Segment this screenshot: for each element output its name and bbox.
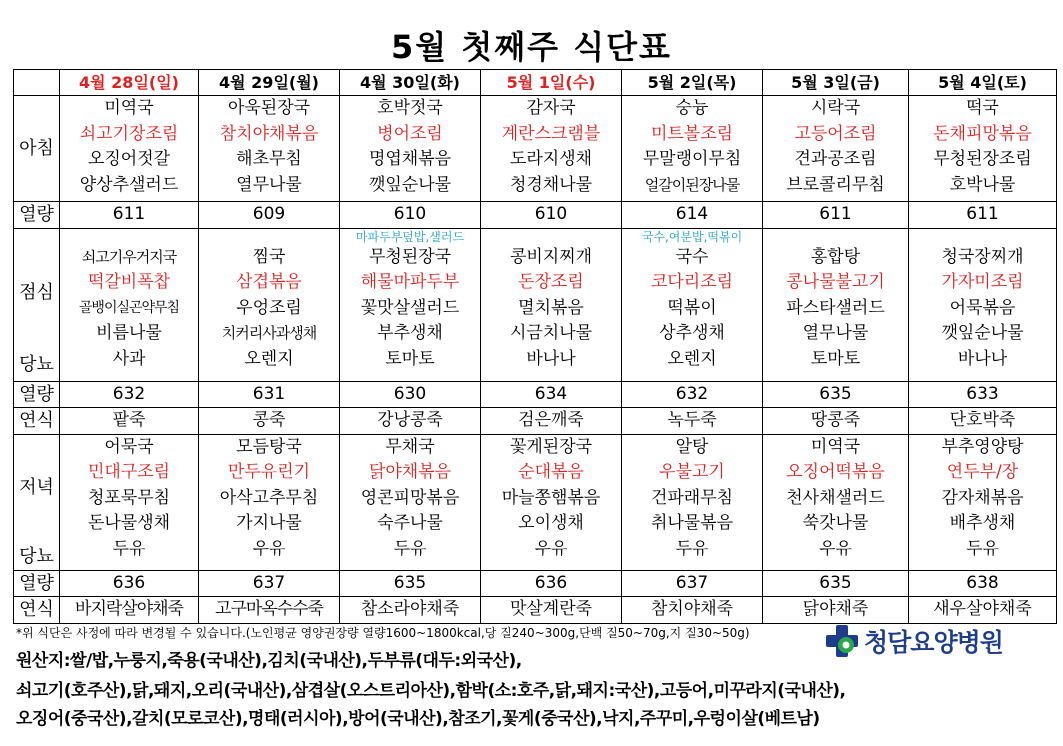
menu-item: 해물마파두부: [360, 272, 460, 292]
menu-item: 미트볼조림: [650, 123, 734, 144]
kcal-cell: 635: [340, 570, 481, 597]
corner-cell: [14, 70, 60, 96]
menu-item: 청포묵무침: [87, 487, 171, 508]
menu-item: 우유: [534, 538, 568, 559]
menu-item: 깻잎순나물: [368, 174, 452, 195]
menu-item: 영콘피망볶음: [360, 487, 460, 508]
menu-item: 호박젓국: [377, 98, 443, 118]
kcal-cell: 614: [622, 202, 763, 229]
table-row: [14, 96, 1057, 202]
menu-item: 깻잎순나물: [941, 323, 1024, 343]
menu-item: 토마토: [385, 348, 435, 369]
dinner-cell: [340, 434, 481, 570]
meal-table: [13, 69, 1057, 624]
lunch-cell: [909, 228, 1057, 381]
kcal-cell: 636: [481, 570, 622, 597]
menu-item: 얼갈이된장나물: [644, 175, 740, 194]
menu-item: 배추생채: [949, 513, 1016, 533]
day-header: 5월 1일(수): [481, 70, 622, 96]
menu-item: 미역국: [104, 98, 154, 118]
breakfast-cell: [199, 96, 340, 202]
dinner-cell: [622, 434, 763, 570]
menu-item: 우유: [819, 538, 852, 559]
menu-item: 명엽채볶음: [368, 149, 452, 169]
menu-item: 어묵국: [104, 436, 154, 457]
menu-item: 쇠고기우거지국: [81, 247, 177, 266]
menu-item: 치커리사과생채: [221, 324, 317, 342]
menu-item: 해초무침: [236, 149, 302, 169]
menu-item: 호박나물: [949, 174, 1016, 195]
porridge-cell: 단호박죽: [909, 408, 1057, 435]
kcal-cell: 633: [909, 381, 1057, 408]
porridge-label: 연식: [14, 408, 60, 435]
page-title: 5월 첫째주 식단표: [391, 28, 672, 66]
menu-item: 돈나물생채: [87, 513, 171, 533]
kcal-cell: 609: [199, 202, 340, 229]
menu-item: 감자국: [526, 98, 576, 118]
menu-item: 병어조림: [377, 123, 443, 144]
breakfast-cell: [481, 96, 622, 202]
lunch-cell: [481, 228, 622, 381]
dinner-cell: [481, 434, 622, 570]
lunch-label-text: 점심: [19, 281, 54, 303]
menu-item: 부추영양탕: [941, 436, 1024, 457]
menu-item: 계란스크램블: [501, 123, 601, 144]
kcal-cell: 637: [199, 570, 340, 597]
table-row: [14, 228, 1057, 381]
kcal-cell: 635: [763, 570, 909, 597]
day-header: 5월 4일(토): [909, 70, 1057, 96]
dinner-cell: [199, 434, 340, 570]
porridge-cell: 팥죽: [60, 408, 199, 435]
menu-item: 두유: [112, 538, 146, 559]
hospital-name: 청담요양병원: [864, 628, 1003, 657]
menu-item: 닭야채볶음: [368, 462, 452, 482]
menu-item: 가자미조림: [941, 272, 1024, 292]
menu-item: 두유: [675, 538, 709, 559]
menu-item: 아삭고추무침: [219, 487, 319, 508]
menu-item: 청국장찌개: [941, 246, 1024, 267]
lunch-cell: [60, 228, 199, 381]
menu-item: 천사채샐러드: [786, 487, 885, 508]
breakfast-cell: [60, 96, 199, 202]
kcal-cell: 631: [199, 381, 340, 408]
menu-item: 돈장조림: [518, 272, 584, 292]
menu-item: 콩나물불고기: [786, 272, 885, 292]
menu-item: 시금치나물: [509, 323, 593, 343]
menu-item: 양상추샐러드: [79, 174, 179, 195]
menu-item: 시락국: [810, 98, 861, 118]
porridge-cell: 바지락살야채죽: [60, 597, 199, 624]
menu-note: [199, 229, 339, 245]
lunch-label: [14, 228, 60, 381]
menu-item: 어묵볶음: [949, 297, 1016, 318]
menu-item: 오이생채: [518, 513, 584, 533]
menu-item: 삼겹볶음: [236, 272, 302, 292]
porridge-cell: 땅콩죽: [763, 408, 909, 435]
dinner-cell: [60, 434, 199, 570]
menu-item: 만두유린기: [227, 462, 311, 482]
calories-label: 열량: [14, 381, 60, 408]
menu-item: 찜국: [252, 246, 286, 267]
menu-item: 취나물볶음: [650, 513, 734, 533]
hospital-cross-icon: [826, 625, 858, 657]
breakfast-label-text: 아침: [19, 137, 54, 159]
calories-label: 열량: [14, 570, 60, 597]
menu-item: 꽃게된장국: [509, 436, 593, 457]
menu-item: 무말랭이무침: [642, 149, 742, 169]
diabetic-label-text: 당뇨: [19, 354, 54, 375]
menu-item: 코다리조림: [650, 272, 734, 292]
menu-item: 우불고기: [659, 462, 725, 482]
menu-item: 떡볶이: [667, 297, 717, 318]
porridge-label: 연식: [14, 597, 60, 624]
kcal-cell: 635: [763, 381, 909, 408]
table-row: [14, 408, 1057, 435]
kcal-cell: 611: [60, 202, 199, 229]
day-header: 4월 30일(화): [340, 70, 481, 96]
menu-item: 바나나: [526, 348, 576, 369]
diabetic-label-text: 당뇨: [19, 545, 54, 567]
dinner-label: [14, 434, 60, 570]
menu-item: 오징어떡볶음: [786, 462, 885, 482]
kcal-cell: 634: [481, 381, 622, 408]
day-header: 4월 28일(일): [60, 70, 199, 96]
menu-item: 멸치볶음: [518, 297, 584, 318]
porridge-cell: 강낭콩죽: [340, 408, 481, 435]
kcal-cell: 637: [622, 570, 763, 597]
menu-item: 무채국: [385, 436, 435, 457]
menu-item: 감자채볶음: [941, 487, 1024, 508]
menu-item: 상추생채: [659, 323, 725, 343]
menu-item: 파스타샐러드: [786, 297, 885, 318]
menu-item: 모듬탕국: [236, 436, 302, 457]
menu-item: 브로콜리무침: [786, 174, 885, 195]
dinner-cell: [909, 434, 1057, 570]
kcal-cell: 636: [60, 570, 199, 597]
day-header: 4월 29일(월): [199, 70, 340, 96]
kcal-cell: 638: [909, 570, 1057, 597]
menu-item: 열무나물: [802, 323, 869, 343]
table-row: [14, 381, 1057, 408]
lunch-cell: [340, 228, 481, 381]
menu-note: 마파두부덮밥,샐러드: [355, 229, 465, 244]
menu-item: 고등어조림: [794, 123, 877, 144]
origin-line-3: 오징어(중국산),갈치(모로코산),명태(러시아),방어(국내산),참조기,꽃게(중국산),낙지,주꾸미,우렁이살(베트남): [16, 709, 820, 729]
kcal-cell: 611: [763, 202, 909, 229]
lunch-cell: [763, 228, 909, 381]
menu-item: 쇠고기장조림: [79, 123, 179, 144]
menu-item: 숙주나물: [377, 513, 443, 533]
menu-note: [481, 229, 621, 245]
menu-item: 열무나물: [236, 174, 302, 195]
porridge-cell: 닭야채죽: [763, 597, 909, 624]
porridge-cell: 새우살야채죽: [909, 597, 1057, 624]
menu-item: 무청된장조림: [933, 149, 1032, 169]
kcal-cell: 632: [622, 381, 763, 408]
menu-item: 바나나: [957, 348, 1008, 369]
menu-item: 떡갈비폭찹: [87, 272, 171, 292]
menu-item: 숭늉: [675, 98, 709, 118]
day-header: 5월 3일(금): [763, 70, 909, 96]
day-header: 5월 2일(목): [622, 70, 763, 96]
breakfast-cell: [763, 96, 909, 202]
porridge-cell: 녹두죽: [622, 408, 763, 435]
menu-item: 오렌지: [667, 348, 717, 369]
table-row: [14, 202, 1057, 229]
menu-item: 민대구조림: [87, 462, 171, 482]
menu-item: 떡국: [966, 98, 999, 118]
menu-item: 마늘쫑햄볶음: [501, 487, 601, 508]
kcal-cell: 632: [60, 381, 199, 408]
menu-item: 비름나물: [96, 323, 162, 343]
porridge-cell: 참치야채죽: [622, 597, 763, 624]
menu-item: 아욱된장국: [227, 98, 311, 118]
menu-note: [60, 229, 198, 245]
menu-item: 건파래무침: [650, 487, 734, 508]
menu-item: 돈채피망볶음: [933, 123, 1032, 144]
breakfast-cell: [340, 96, 481, 202]
menu-note: [763, 229, 908, 245]
menu-item: 홍합탕: [810, 246, 861, 267]
porridge-cell: 고구마옥수수죽: [199, 597, 340, 624]
menu-item: 무청된장국: [368, 246, 452, 267]
menu-item: 부추생채: [377, 323, 443, 343]
menu-item: 오징어젓갈: [87, 149, 171, 169]
menu-item: 순대볶음: [518, 462, 584, 482]
menu-item: 오렌지: [244, 348, 294, 369]
breakfast-cell: [622, 96, 763, 202]
menu-item: 도라지생채: [509, 149, 593, 169]
origin-line-2: 쇠고기(호주산),닭,돼지,오리(국내산),삼겹살(오스트리아산),함박(소:호주,닭,돼지:국산),고등어,미꾸라지(국내산),: [16, 681, 846, 701]
porridge-cell: 검은깨죽: [481, 408, 622, 435]
porridge-cell: 맛살계란죽: [481, 597, 622, 624]
nutrition-footnote: *위 식단은 사정에 따라 변경될 수 있습니다.(노인평균 영양권장량 열량1600~1800kcal,당 질240~300g,단백 질50~70g,지 질30~50g): [16, 626, 750, 640]
menu-item: 국수: [675, 246, 709, 267]
lunch-cell: [199, 228, 340, 381]
menu-item: 참치야채볶음: [219, 123, 319, 144]
menu-item: 콩비지찌개: [509, 246, 593, 267]
dinner-label-text: 저녁: [19, 477, 54, 498]
dinner-cell: [763, 434, 909, 570]
table-row: [14, 434, 1057, 570]
menu-item: 사과: [112, 348, 146, 369]
menu-item: 우유: [252, 538, 286, 559]
menu-item: 청경채나물: [509, 174, 593, 195]
menu-item: 꽃맛살샐러드: [360, 297, 460, 318]
menu-item: 두유: [393, 538, 427, 559]
menu-item: 미역국: [810, 436, 861, 457]
kcal-cell: 610: [481, 202, 622, 229]
kcal-cell: 630: [340, 381, 481, 408]
porridge-cell: 참소라야채죽: [340, 597, 481, 624]
hospital-logo: [826, 623, 1003, 659]
breakfast-cell: [909, 96, 1057, 202]
menu-item: 토마토: [810, 348, 861, 369]
kcal-cell: 611: [909, 202, 1057, 229]
menu-item: 가지나물: [236, 513, 302, 533]
table-row: [14, 70, 1057, 96]
table-row: [14, 570, 1057, 597]
origin-line-1: 원산지:쌀/밥,누룽지,죽용(국내산),김치(국내산),두부류(대두:외국산),: [16, 651, 522, 671]
breakfast-label: [14, 96, 60, 202]
kcal-cell: 610: [340, 202, 481, 229]
menu-note: [909, 229, 1056, 245]
lunch-cell: [622, 228, 763, 381]
calories-label: 열량: [14, 202, 60, 229]
menu-item: 알탕: [675, 436, 709, 457]
menu-item: 연두부/장: [946, 462, 1019, 482]
menu-item: 골뱅이실곤약무침: [78, 299, 180, 316]
menu-item: 쑥갓나물: [802, 513, 869, 533]
table-row: [14, 597, 1057, 624]
menu-item: 두유: [966, 538, 999, 559]
menu-item: 견과공조림: [794, 149, 877, 169]
menu-note: 국수,여분밥,떡볶이: [641, 229, 743, 244]
menu-item: 우엉조림: [236, 297, 302, 318]
porridge-cell: 콩죽: [199, 408, 340, 435]
